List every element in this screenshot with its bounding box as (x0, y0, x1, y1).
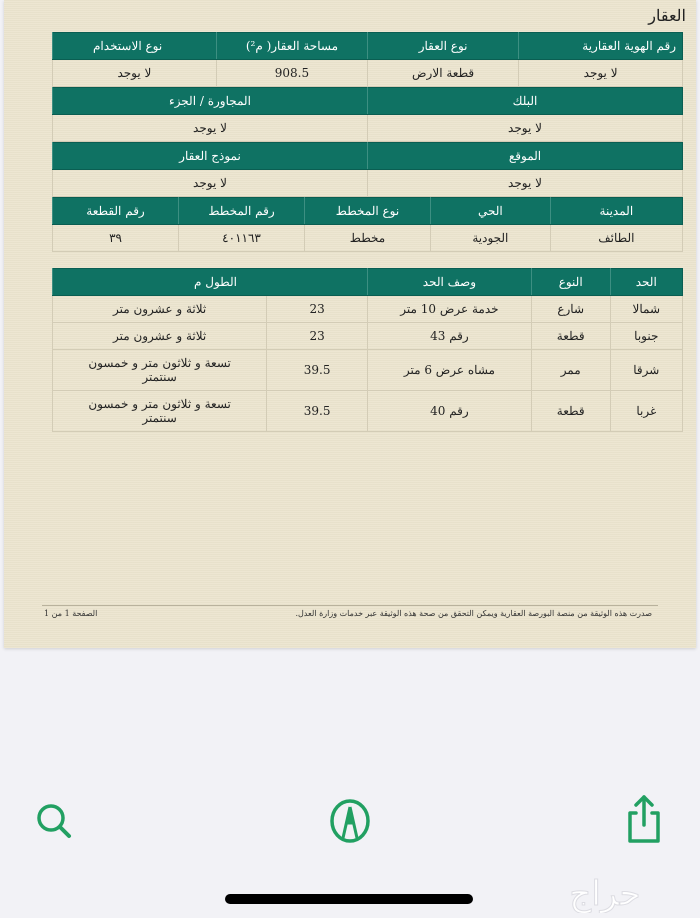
header-city: المدينة (550, 198, 682, 225)
table-row (53, 391, 683, 432)
boundary-length: 39.5 (267, 350, 368, 391)
markup-button[interactable] (326, 797, 374, 845)
value-property-id: لا يوجد (519, 60, 683, 87)
boundary-length-text: ثلاثة و عشرون متر (53, 296, 267, 323)
boundary-description: مشاه عرض 6 متر (368, 350, 532, 391)
table-row (53, 323, 683, 350)
share-button[interactable] (620, 795, 668, 843)
footer-divider (42, 605, 658, 606)
header-usage-type: نوع الاستخدام (53, 33, 217, 60)
table-row (53, 350, 683, 391)
header-plot-number: رقم القطعة (53, 198, 179, 225)
header-boundary: الحد (610, 269, 682, 296)
header-location: الموقع (368, 143, 683, 170)
value-block: لا يوجد (368, 115, 683, 142)
header-plan-type: نوع المخطط (305, 198, 431, 225)
value-location: لا يوجد (368, 170, 683, 197)
value-property-area: 908.5 (216, 60, 367, 87)
header-property-model: نموذج العقار (53, 143, 368, 170)
boundary-type: قطعة (531, 391, 610, 432)
location-table (52, 142, 683, 197)
boundary-description: رقم 43 (368, 323, 532, 350)
block-table (52, 87, 683, 142)
boundary-side: شرقا (610, 350, 682, 391)
boundary-side: غربا (610, 391, 682, 432)
header-district: الحي (431, 198, 551, 225)
city-table (52, 197, 683, 252)
boundary-side: شمالا (610, 296, 682, 323)
value-plot-number: ٣٩ (53, 225, 179, 252)
header-boundary-description: وصف الحد (368, 269, 532, 296)
header-neighborhood-part: المجاورة / الجزء (53, 88, 368, 115)
value-property-type: قطعة الارض (368, 60, 519, 87)
document-page (4, 0, 696, 648)
search-button[interactable] (30, 797, 78, 845)
value-plan-number: ٤٠١١٦٣ (179, 225, 305, 252)
table-row (53, 296, 683, 323)
header-property-type: نوع العقار (368, 33, 519, 60)
pencil-circle-icon (328, 797, 372, 845)
header-block: البلك (368, 88, 683, 115)
boundaries-table (52, 268, 683, 432)
property-table (52, 32, 683, 87)
share-icon (622, 793, 666, 845)
value-city: الطائف (550, 225, 682, 252)
boundary-length: 23 (267, 323, 368, 350)
boundary-type: ممر (531, 350, 610, 391)
haraj-watermark-logo (515, 873, 695, 913)
value-property-model: لا يوجد (53, 170, 368, 197)
section-title: العقار (648, 6, 686, 25)
header-plan-number: رقم المخطط (179, 198, 305, 225)
boundary-description: رقم 40 (368, 391, 532, 432)
boundary-length: 39.5 (267, 391, 368, 432)
value-district: الجودية (431, 225, 551, 252)
boundary-length-text: ثلاثة و عشرون متر (53, 323, 267, 350)
boundary-side: جنوبا (610, 323, 682, 350)
header-boundary-type: النوع (531, 269, 610, 296)
value-neighborhood-part: لا يوجد (53, 115, 368, 142)
header-length: الطول م (53, 269, 368, 296)
value-plan-type: مخطط (305, 225, 431, 252)
footer-note: صدرت هذه الوثيقة من منصة البورصة العقارية ويمكن التحقق من صحة هذه الوثيقة عبر خدمات وزارة العدل. (295, 609, 652, 618)
boundary-type: شارع (531, 296, 610, 323)
boundary-length-text: تسعة و ثلاثون متر و خمسون سنتمتر (53, 350, 267, 391)
boundary-length: 23 (267, 296, 368, 323)
boundary-length-text: تسعة و ثلاثون متر و خمسون سنتمتر (53, 391, 267, 432)
boundary-description: خدمة عرض 10 متر (368, 296, 532, 323)
svg-text:حراج: حراج (569, 874, 641, 913)
magnifier-icon (32, 799, 76, 843)
page-number: الصفحة 1 من 1 (44, 609, 98, 618)
boundary-type: قطعة (531, 323, 610, 350)
header-property-area: مساحة العقار( م²) (216, 33, 367, 60)
header-property-id: رقم الهوية العقارية (519, 33, 683, 60)
value-usage-type: لا يوجد (53, 60, 217, 87)
home-indicator[interactable] (225, 894, 473, 904)
